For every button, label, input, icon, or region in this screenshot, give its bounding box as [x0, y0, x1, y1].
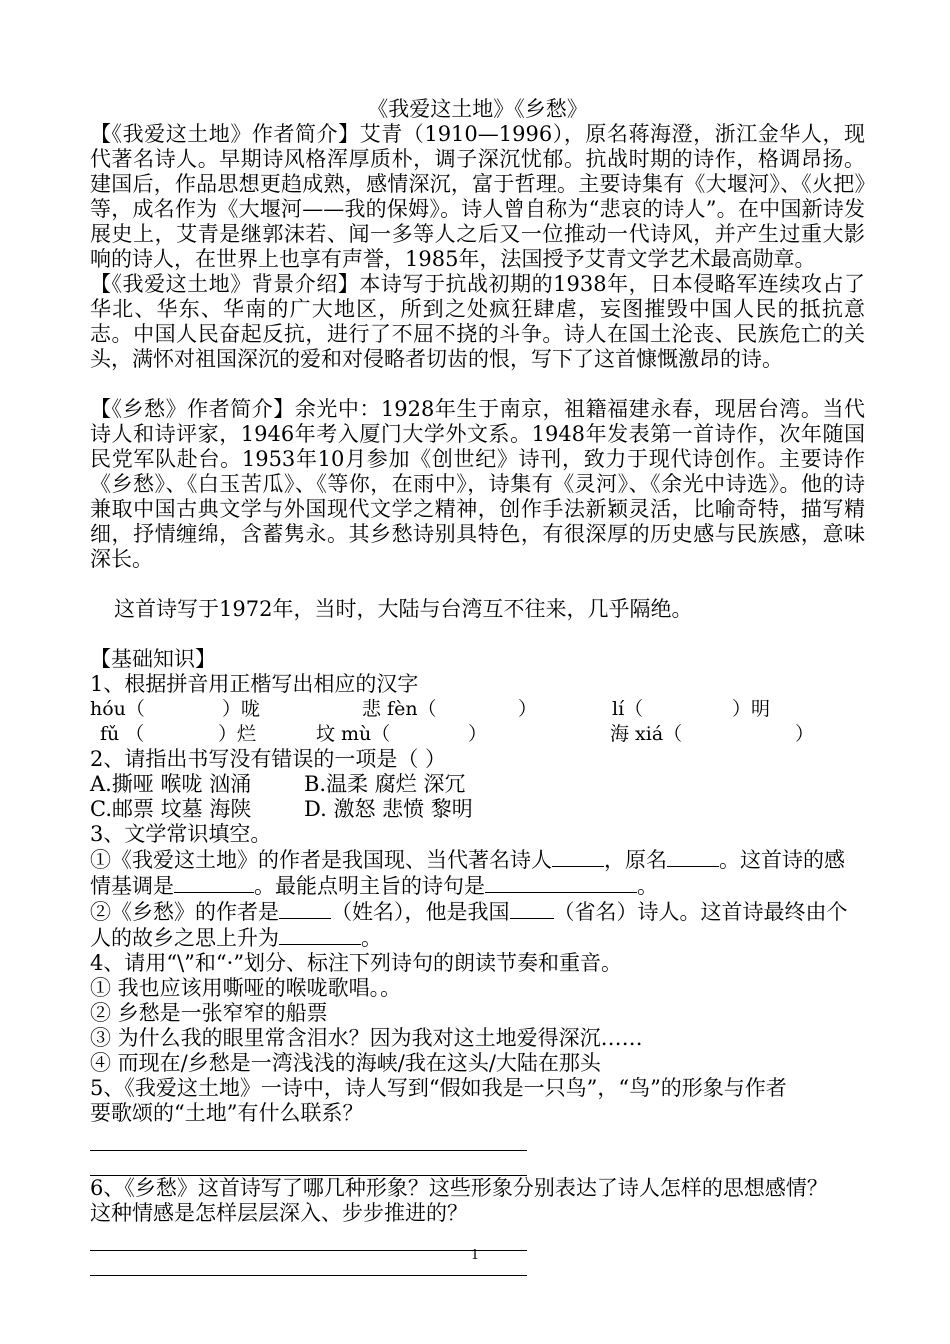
question-3-line-3: ②《乡愁》的作者是 （姓名），他是我国 （省名）诗人。这首诗最终由个 [90, 900, 848, 924]
question-5-line-1: 5、《我爱这土地》一诗中，诗人写到“假如我是一只鸟”，“鸟”的形象与作者 [90, 1076, 787, 1100]
option-d: D. 激怒 悲愤 黎明 [304, 797, 473, 821]
poem-context-note: 这首诗写于1972年，当时，大陆与台湾互不往来，几乎隔绝。 [114, 597, 693, 621]
question-3-line-4: 人的故乡之思上升为 。 [90, 926, 382, 950]
fill-blank[interactable] [667, 847, 719, 867]
document-title: 《我爱这土地》《乡愁》 [367, 97, 588, 121]
pinyin-xia-suffix: ） [795, 723, 815, 745]
question-3-stem: 3、文学常识填空。 [90, 822, 272, 846]
poem-line-2: ② 乡愁是一张窄窄的船票 [90, 1001, 328, 1025]
poem-line-4: ④ 而现在/乡愁是一湾浅浅的海峡/我在这头/大陆在那头 [90, 1051, 601, 1075]
answer-line[interactable] [90, 1126, 527, 1151]
pinyin-fu-suffix: ）烂 [218, 723, 257, 745]
fill-blank[interactable] [279, 899, 331, 919]
fill-blank[interactable] [485, 873, 637, 893]
question-2-options-ab [90, 772, 865, 797]
poem-line-3: ③ 为什么我的眼里常含泪水？因为我对这土地爱得深沉…… [90, 1026, 643, 1050]
fill-blank[interactable] [279, 925, 361, 945]
answer-line[interactable] [90, 1151, 527, 1176]
question-5-line-2: 要歌颂的“土地”有什么联系？ [90, 1101, 364, 1125]
pinyin-li-suffix: ）明 [732, 698, 771, 720]
pinyin-fen: 悲 fèn（ [362, 698, 437, 720]
option-c: C.邮票 坟墓 海陕 [90, 797, 252, 821]
pinyin-mu: 坟 mù（ [316, 723, 391, 745]
question-3-line-2: 情基调是 。最能点明主旨的诗句是 。 [90, 874, 658, 898]
pinyin-xia: 海 xiá（ [610, 723, 683, 745]
page-number: 1 [470, 1248, 480, 1263]
author-intro-yuguangzhong: 【《乡愁》作者简介】余光中：1928年生于南京，祖籍福建永春，现居台湾。当代诗人和诗评家，1946年考入厦门大学外文系。1948年发表第一首诗作，次年随国民党军队赴台。1953年10月参加《创世纪》诗刊，致力于现代诗创作。主要诗作《乡愁》、《白玉苦瓜》、《等你，在雨中》，诗集有《灵河》、《余光中诗选》。他的诗兼取中国古典文学与外国现代文学之精神，创作手法新颖灵活，比喻奇特，描写精细，抒情缠绵，含蓄隽永。其乡愁诗别具特色，有很深厚的历史感与民族感，意味深长。 [90, 397, 865, 571]
question-6-line-2: 这种情感是怎样层层深入、步步推进的？ [90, 1201, 468, 1225]
question-2-stem: 2、请指出书写没有错误的一项是（ ） [90, 747, 447, 771]
pinyin-mu-suffix: ） [468, 723, 488, 745]
author-intro-aiqing: 【《我爱这土地》作者简介】艾青（1910—1996），原名蒋海澄，浙江金华人，现代著名诗人。早期诗风格浑厚质朴，调子深沉忧郁。抗战时期的诗作，格调昂扬。建国后，作品思想更趋成熟，感情深沉，富于哲理。主要诗集有《大堰河》、《火把》等，成名作为《大堰河——我的保姆》。诗人曾自称为“悲哀的诗人”。在中国新诗发展史上，艾青是继郭沫若、闻一多等人之后又一位推动一代诗风，并产生过重大影响的诗人，在世界上也享有声誉，1985年，法国授予艾青文学艺术最高勋章。 [90, 122, 865, 271]
pinyin-fen-suffix: ） [518, 698, 538, 720]
pinyin-row-2 [90, 722, 865, 747]
option-b: B.温柔 腐烂 深冗 [304, 772, 466, 796]
fill-blank[interactable] [552, 847, 604, 867]
pinyin-fu: fǔ （ [100, 723, 145, 745]
fill-blank[interactable] [174, 873, 254, 893]
pinyin-row-1 [90, 697, 865, 722]
pinyin-hou: hóu（ [90, 698, 145, 720]
option-a: A.撕哑 喉咙 汹涌 [90, 772, 252, 796]
question-1-stem: 1、根据拼音用正楷写出相应的汉字 [90, 672, 419, 696]
poem-line-1: ① 我也应该用嘶哑的喉咙歌唱。。 [90, 976, 402, 1000]
section-heading: 【基础知识】 [90, 647, 216, 671]
background-intro: 【《我爱这土地》背景介绍】本诗写于抗战初期的1938年，日本侵略军连续攻占了华北、华东、华南的广大地区，所到之处疯狂肆虐，妄图摧毁中国人民的抵抗意志。中国人民奋起反抗，进行了不屈不挠的斗争。诗人在国土沦丧、民族危亡的关头，满怀对祖国深沉的爱和对侵略者切齿的恨，写下了这首慷慨激昂的诗。 [90, 272, 865, 371]
worksheet-page [90, 96, 865, 1276]
pinyin-hou-suffix: ）咙 [222, 698, 261, 720]
question-2-options-cd [90, 797, 865, 822]
question-3-line-1: ①《我爱这土地》的作者是我国现、当代著名诗人 ，原名 。这首诗的感 [90, 848, 845, 872]
question-4-stem: 4、请用“\”和“·”划分、标注下列诗句的朗读节奏和重音。 [90, 951, 623, 975]
pinyin-li: lí（ [612, 698, 644, 720]
fill-blank[interactable] [510, 899, 554, 919]
question-6-line-1: 6、《乡愁》这首诗写了哪几种形象？这些形象分别表达了诗人怎样的思想感情？ [90, 1176, 828, 1200]
